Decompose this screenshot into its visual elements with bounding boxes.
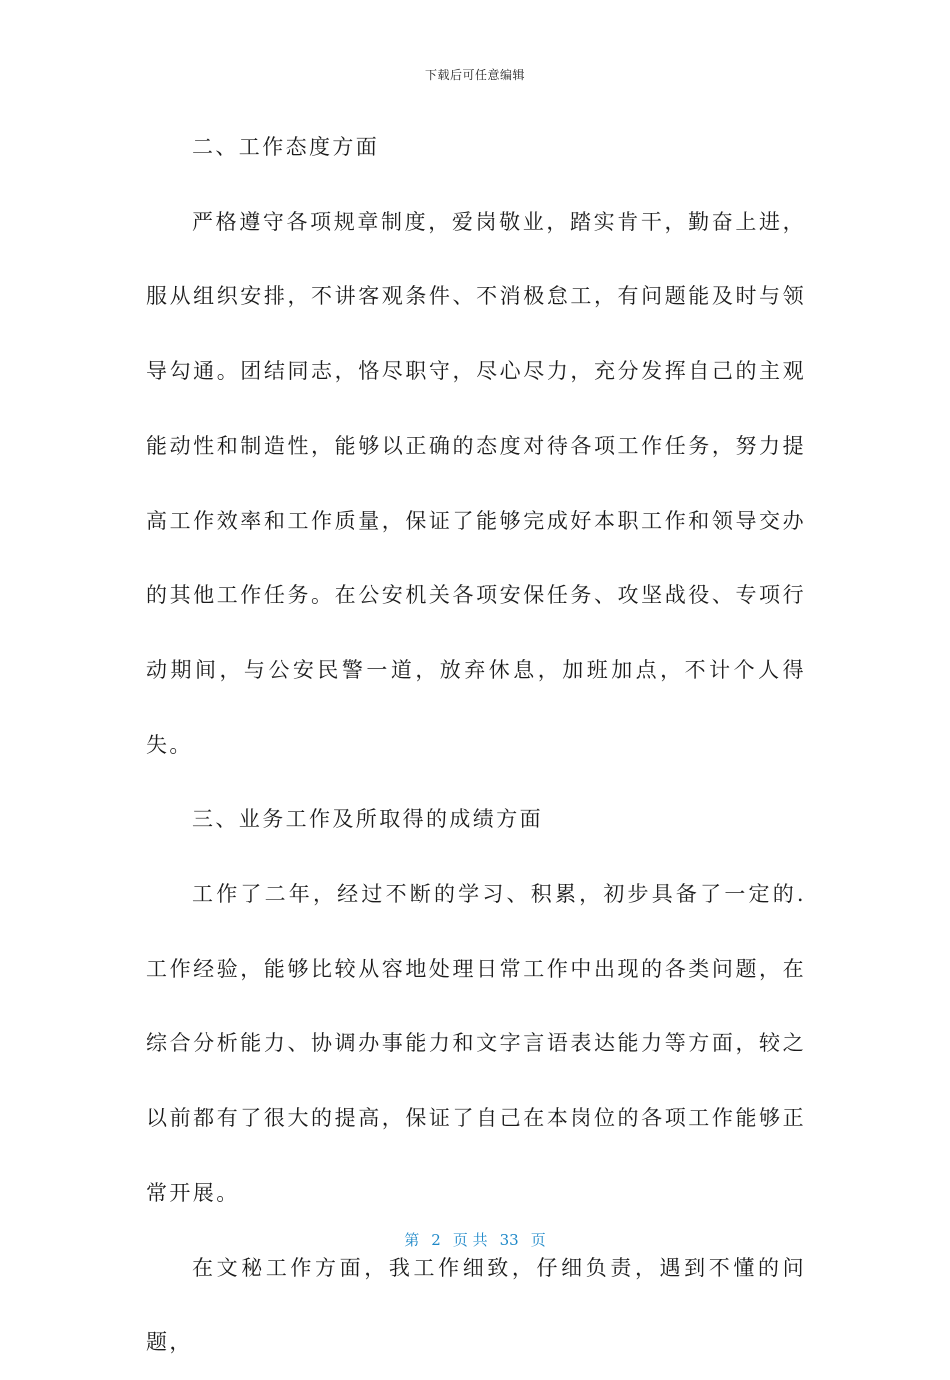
paragraph-work-attitude: 严格遵守各项规章制度，爱岗敬业，踏实肯干，勤奋上进，服从组织安排，不讲客观条件、不消极怠工，有问题能及时与领导勾通。团结同志，恪尽职守，尽心尽力，充分发挥自己的主观能动性和制造性，能够以正确的态度对待各项工作任务，努力提高工作效率和工作质量，保证了能够完成好本职工作和领导交办的其他工作任务。在公安机关各项安保任务、攻坚战役、专项行动期间，与公安民警一道，放弃休息，加班加点，不计个人得失。 [146, 209, 806, 757]
total-pages-number: 33 [499, 1231, 519, 1249]
footer-suffix: 页 [530, 1231, 546, 1249]
footer-prefix: 第 [404, 1231, 420, 1249]
footer-middle: 页 共 [452, 1231, 488, 1249]
document-body [146, 110, 806, 1380]
page-footer [0, 1229, 950, 1250]
current-page-number: 2 [431, 1231, 441, 1249]
paragraph-secretarial-work: 在文秘工作方面，我工作细致，仔细负责，遇到不懂的问题， [146, 1255, 806, 1355]
section-heading-work-attitude: 二、工作态度方面 [192, 135, 380, 159]
section-heading-business-work: 三、业务工作及所取得的成绩方面 [192, 807, 543, 832]
paragraph-business-work: 工作了二年，经过不断的学习、积累，初步具备了一定的.工作经验，能够比较从容地处理日常工作中出现的各类问题，在综合分析能力、协调办事能力和文字言语表达能力等方面，较之以前都有了很大的提高，保证了自己在本岗位的各项工作能够正常开展。 [146, 882, 806, 1205]
page-header: 下载后可任意编辑 [424, 68, 525, 82]
